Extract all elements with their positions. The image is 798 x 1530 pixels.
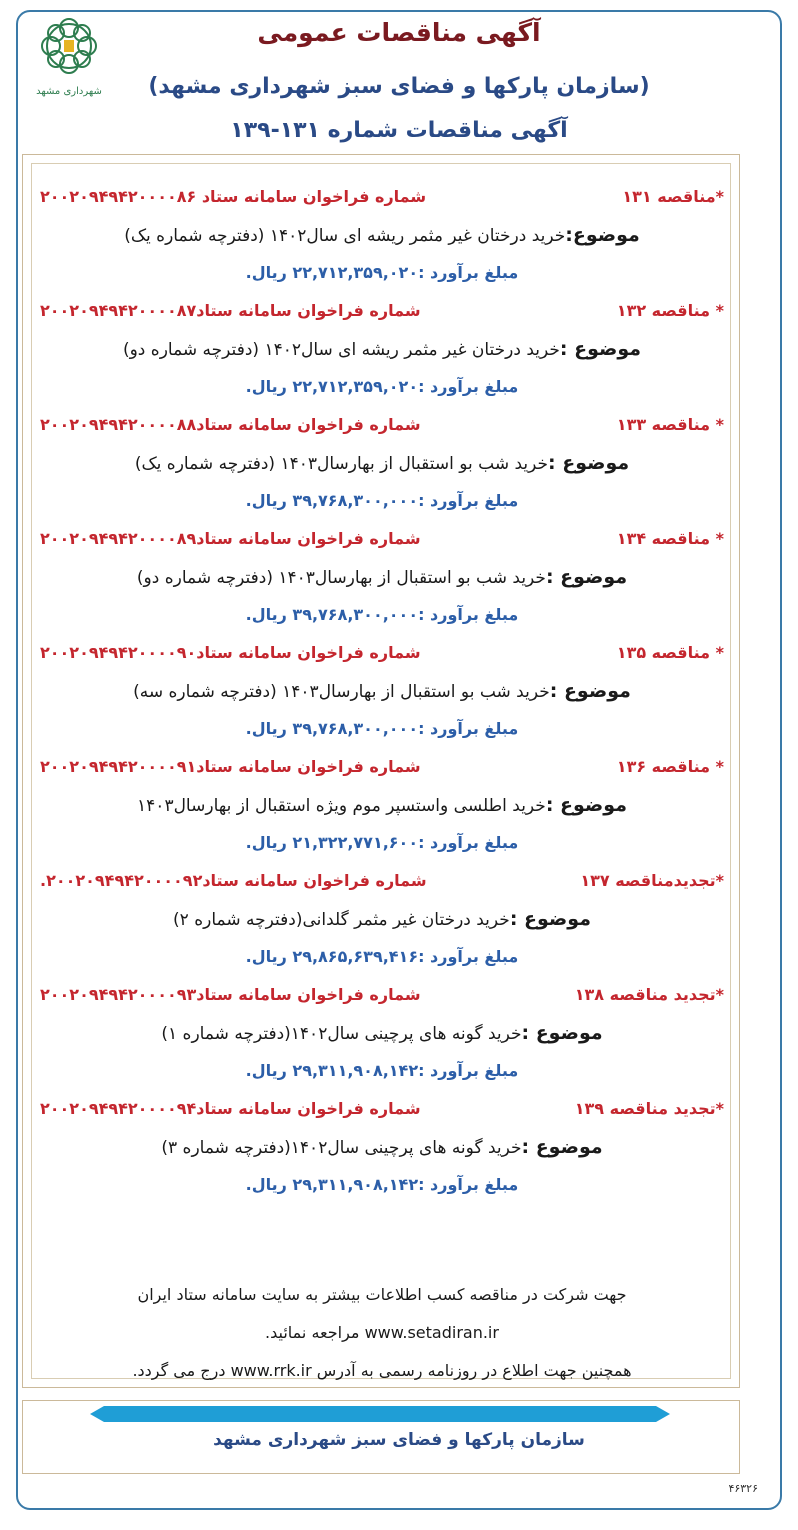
subject-text: خرید درختان غیر مثمر ریشه ای سال۱۴۰۲ (دفترچه شماره یک): [124, 226, 566, 246]
tender-price: مبلغ برآورد :۲۲,۷۱۲,۳۵۹,۰۲۰ ریال.: [245, 263, 519, 282]
footer-info: [32, 1276, 732, 1390]
tender-price: مبلغ برآورد :۲۹,۸۶۵,۶۳۹,۴۱۶ ریال.: [245, 947, 519, 966]
subject-text: خرید شب بو استقبال از بهارسال۱۴۰۳ (دفترچه شماره دو): [136, 568, 546, 588]
tender-price: مبلغ برآورد :۳۹,۷۶۸,۳۰۰,۰۰۰ ریال.: [245, 605, 519, 624]
tender-label: *تجدیدمناقصه ۱۳۷: [580, 871, 724, 890]
subject-text: خرید اطلسی واستسپر موم ویژه استقبال از بهارسال۱۴۰۳: [137, 796, 546, 816]
tender-subject: [32, 1128, 732, 1166]
tender-header: [32, 178, 732, 216]
subject-text: خرید درختان غیر مثمر گلدانی(دفترچه شماره ۲): [173, 910, 510, 930]
tender-item: [32, 406, 732, 520]
tender-label: * مناقصه ۱۳۲: [616, 301, 724, 320]
footer-line-2: www.setadiran.ir مراجعه نمائید.: [265, 1323, 499, 1342]
tender-subject: [32, 444, 732, 482]
tender-subject: [32, 330, 732, 368]
tender-price: مبلغ برآورد :۲۹,۳۱۱,۹۰۸,۱۴۲ ریال.: [245, 1175, 519, 1194]
tender-label: *تجدید مناقصه ۱۳۹: [574, 1099, 724, 1118]
tender-reference: شماره فراخوان سامانه ستاد۲۰۰۲۰۹۴۹۴۲۰۰۰۰۸۹: [40, 529, 421, 548]
tender-reference: شماره فراخوان سامانه ستاد۲۰۰۲۰۹۴۹۴۲۰۰۰۰۸۸: [40, 415, 421, 434]
subject-text: خرید درختان غیر مثمر ریشه ای سال۱۴۰۲ (دفترچه شماره دو): [122, 340, 560, 360]
notice-title: آگهی مناقصات عمومی: [257, 18, 541, 47]
notice-code: ۴۶۳۲۶: [728, 1482, 758, 1495]
tender-item: [32, 178, 732, 292]
subject-label: موضوع :: [521, 1136, 603, 1158]
tender-item: [32, 520, 732, 634]
tender-reference: شماره فراخوان سامانه ستاد۲۰۰۲۰۹۴۹۴۲۰۰۰۰۹۲.: [40, 871, 427, 890]
tender-reference: شماره فراخوان سامانه ستاد۲۰۰۲۰۹۴۹۴۲۰۰۰۰۹۴: [40, 1099, 421, 1118]
tender-header: [32, 976, 732, 1014]
tender-item: [32, 1090, 732, 1204]
footer-line-3: همچنین جهت اطلاع در روزنامه رسمی به آدرس www.rrk.ir درج می گردد.: [132, 1361, 632, 1380]
tender-header: [32, 520, 732, 558]
tender-price: مبلغ برآورد :۲۲,۷۱۲,۳۵۹,۰۲۰ ریال.: [245, 377, 519, 396]
tender-label: * مناقصه ۱۳۶: [616, 757, 724, 776]
notice-subtitle: آگهی مناقصات شماره ۱۳۱-۱۳۹: [230, 118, 568, 143]
tender-header: [32, 862, 732, 900]
bottom-organization: سازمان پارکها و فضای سبز شهرداری مشهد: [213, 1430, 585, 1450]
tender-label: * مناقصه ۱۳۴: [616, 529, 724, 548]
tender-item: [32, 748, 732, 862]
tender-reference: شماره فراخوان سامانه ستاد۲۰۰۲۰۹۴۹۴۲۰۰۰۰۸۷: [40, 301, 421, 320]
tender-subject: [32, 558, 732, 596]
subject-label: موضوع :: [559, 338, 642, 360]
tender-label: *تجدید مناقصه ۱۳۸: [574, 985, 724, 1004]
tender-label: * مناقصه ۱۳۳: [616, 415, 724, 434]
subject-text: خرید شب بو استقبال از بهارسال۱۴۰۳ (دفترچه شماره یک): [134, 454, 549, 474]
tender-header: [32, 292, 732, 330]
subject-label: موضوع :: [549, 680, 631, 702]
subject-label: موضوع :: [521, 1022, 603, 1044]
tender-price: مبلغ برآورد :۲۱,۳۲۲,۷۷۱,۶۰۰ ریال.: [245, 833, 519, 852]
subject-text: خرید گونه های پرچینی سال۱۴۰۲(دفترچه شماره ۳): [161, 1138, 522, 1158]
header: [0, 0, 798, 162]
subject-label: موضوع :: [548, 452, 630, 474]
tender-subject: [32, 1014, 732, 1052]
tender-price: مبلغ برآورد :۳۹,۷۶۸,۳۰۰,۰۰۰ ریال.: [245, 719, 519, 738]
tender-header: [32, 634, 732, 672]
subject-label: موضوع :: [545, 566, 628, 588]
subject-text: خرید شب بو استقبال از بهارسال۱۴۰۳ (دفترچه شماره سه): [133, 682, 550, 702]
decorative-bar-icon: [90, 1406, 670, 1422]
subject-label: موضوع :: [509, 908, 591, 930]
tender-subject: [32, 900, 732, 938]
subject-label: موضوع :: [545, 794, 627, 816]
tender-subject: [32, 216, 732, 254]
tender-price: مبلغ برآورد :۳۹,۷۶۸,۳۰۰,۰۰۰ ریال.: [245, 491, 519, 510]
tender-reference: شماره فراخوان سامانه ستاد۲۰۰۲۰۹۴۹۴۲۰۰۰۰۹۰: [40, 643, 421, 662]
subject-label: موضوع:: [565, 224, 640, 246]
tender-reference: شماره فراخوان سامانه ستاد ۲۰۰۲۰۹۴۹۴۲۰۰۰۰۸۶: [40, 187, 427, 206]
tender-reference: شماره فراخوان سامانه ستاد۲۰۰۲۰۹۴۹۴۲۰۰۰۰۹۳: [40, 985, 421, 1004]
tender-label: * مناقصه ۱۳۵: [616, 643, 724, 662]
organization-title: (سازمان پارکها و فضای سبز شهرداری مشهد): [148, 74, 650, 99]
subject-text: خرید گونه های پرچینی سال۱۴۰۲(دفترچه شماره ۱): [161, 1024, 522, 1044]
tender-label: *مناقصه ۱۳۱: [622, 187, 724, 206]
tender-subject: [32, 672, 732, 710]
tender-header: [32, 1090, 732, 1128]
tender-item: [32, 292, 732, 406]
tender-reference: شماره فراخوان سامانه ستاد۲۰۰۲۰۹۴۹۴۲۰۰۰۰۹۱: [40, 757, 421, 776]
tender-item: [32, 976, 732, 1090]
tender-header: [32, 406, 732, 444]
tender-subject: [32, 786, 732, 824]
tender-price: مبلغ برآورد :۲۹,۳۱۱,۹۰۸,۱۴۲ ریال.: [245, 1061, 519, 1080]
tender-list: [32, 178, 732, 1378]
tender-item: [32, 862, 732, 976]
logo-caption: شهرداری مشهد: [36, 86, 102, 97]
footer-line-1: جهت شرکت در مناقصه کسب اطلاعات بیشتر به سایت سامانه ستاد ایران: [137, 1285, 627, 1304]
tender-item: [32, 634, 732, 748]
tender-header: [32, 748, 732, 786]
